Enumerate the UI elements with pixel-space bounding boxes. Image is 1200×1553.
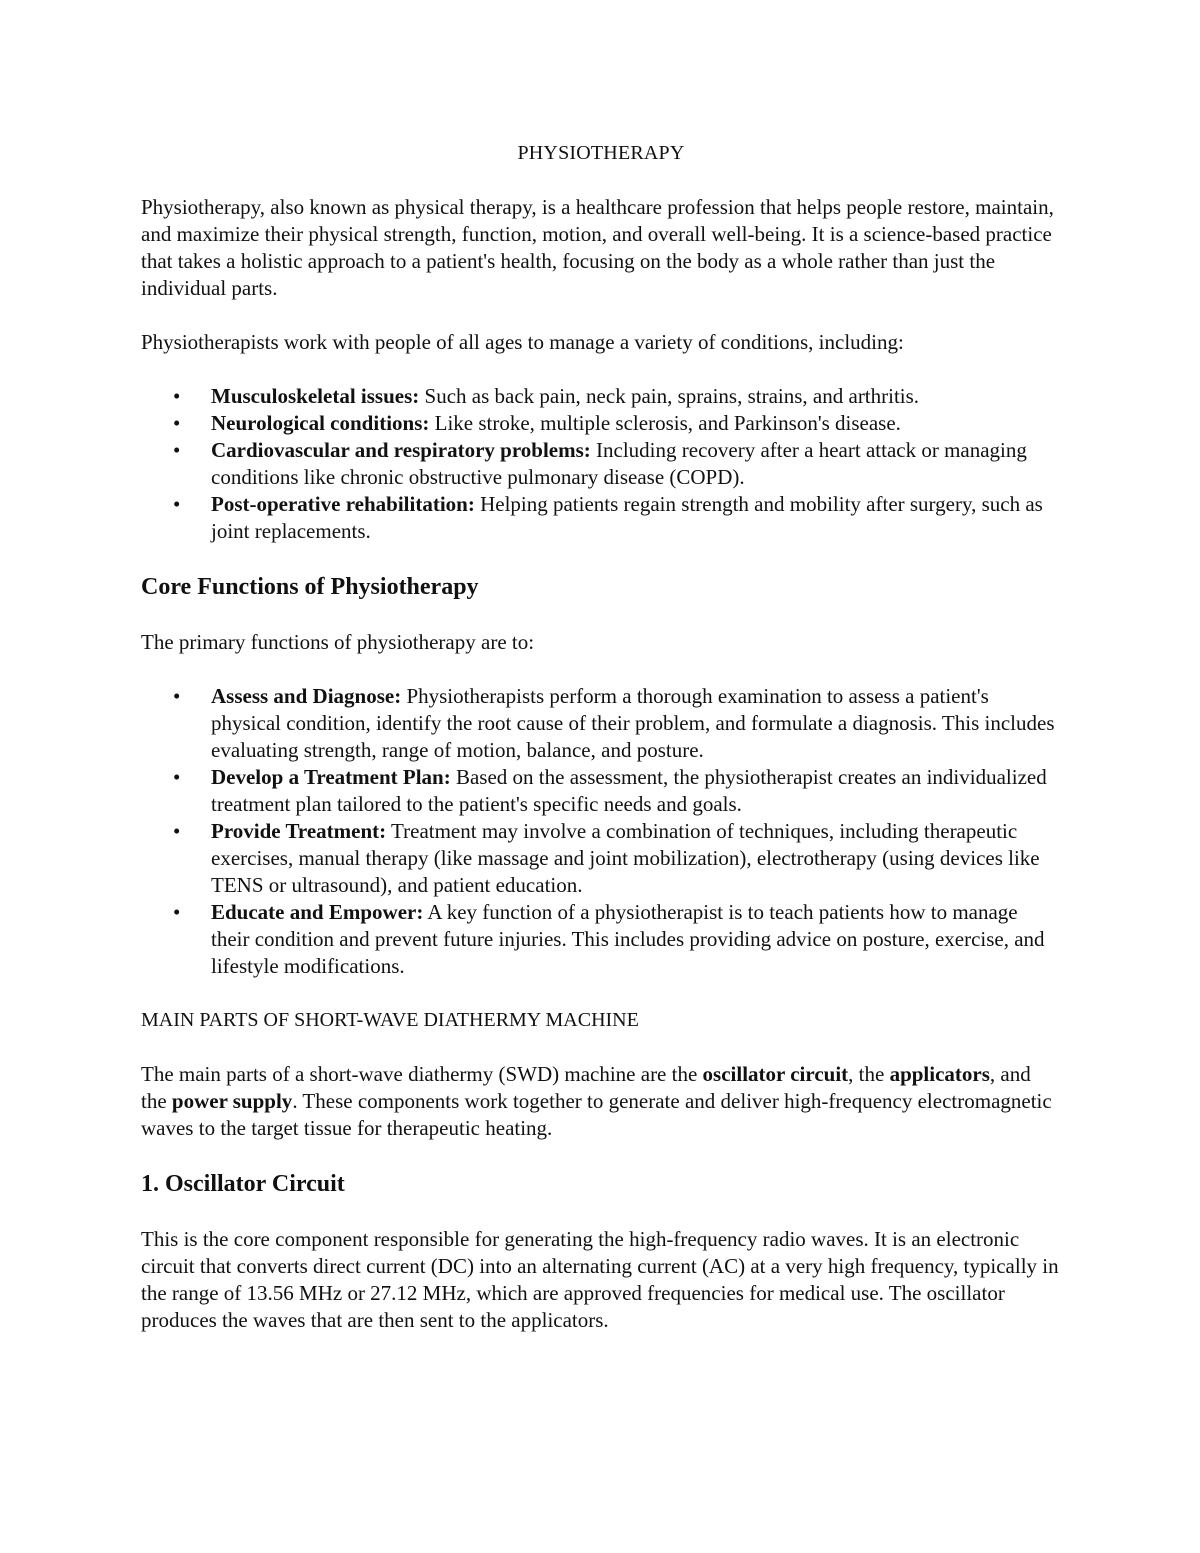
swd-text-2: , the	[848, 1062, 890, 1086]
document-title: PHYSIOTHERAPY	[517, 142, 685, 164]
list-item	[173, 491, 1061, 545]
list-item-text: Based on the assessment, the physiotherapist creates an individualized treatment plan tailored to the patient's specific needs and goals.	[211, 765, 1047, 816]
list-item-term: Neurological conditions:	[211, 411, 430, 435]
swd-text-4: . These components work together to generate and deliver high-frequency electromagnetic waves to the target tissue for therapeutic heating.	[141, 1089, 1052, 1140]
list-item-text: Helping patients regain strength and mobility after surgery, such as joint replacements.	[211, 492, 1043, 543]
bullet-icon: •	[173, 684, 181, 708]
list-item-text: Such as back pain, neck pain, sprains, strains, and arthritis.	[419, 384, 920, 408]
bullet-icon: •	[173, 765, 181, 789]
bullet-icon: •	[173, 819, 181, 843]
swd-paragraph	[141, 1061, 1061, 1142]
list-item-text: Treatment may involve a combination of techniques, including therapeutic exercises, manual therapy (like massage and joint mobilization), electrotherapy (using devices like TENS or ultrasound), and patient education.	[211, 819, 1040, 897]
list-item	[173, 764, 1061, 818]
document-page	[141, 140, 1061, 1361]
list-item	[173, 437, 1061, 491]
list-item-term: Provide Treatment:	[211, 819, 387, 843]
intro-paragraph: Physiotherapy, also known as physical therapy, is a healthcare profession that helps people restore, maintain, and maximize their physical strength, function, motion, and overall well-being. It is a science-based practice that takes a holistic approach to a patient's health, focusing on the body as a whole rather than just the individual parts.	[141, 195, 1054, 300]
list-item-term: Educate and Empower:	[211, 900, 424, 924]
list-item-text: A key function of a physiotherapist is to teach patients how to manage their condition and prevent future injuries. This includes providing advice on posture, exercise, and lifestyle modifications.	[211, 900, 1045, 978]
swd-text-1: The main parts of a short-wave diathermy (SWD) machine are the	[141, 1062, 703, 1086]
swd-bold-oscillator: oscillator circuit	[702, 1062, 849, 1086]
bullet-icon: •	[173, 438, 181, 462]
list-item-text: Like stroke, multiple sclerosis, and Parkinson's disease.	[429, 411, 901, 435]
conditions-intro: Physiotherapists work with people of all ages to manage a variety of conditions, including:	[141, 330, 904, 354]
list-item	[173, 410, 1061, 437]
swd-bold-power-supply: power supply	[171, 1089, 293, 1113]
list-item	[173, 683, 1061, 764]
list-item-text: Physiotherapists perform a thorough examination to assess a patient's physical condition, identify the root cause of their problem, and formulate a diagnosis. This includes evaluating strength, range of motion, balance, and posture.	[211, 684, 1055, 762]
list-item-term: Assess and Diagnose:	[211, 684, 402, 708]
list-item	[173, 818, 1061, 899]
list-item-term: Post-operative rehabilitation:	[211, 492, 475, 516]
bullet-icon: •	[173, 411, 181, 435]
conditions-list	[141, 383, 1061, 545]
core-functions-heading: Core Functions of Physiotherapy	[141, 574, 479, 600]
functions-list	[141, 683, 1061, 980]
bullet-icon: •	[173, 384, 181, 408]
bullet-icon: •	[173, 492, 181, 516]
oscillator-heading: 1. Oscillator Circuit	[141, 1171, 345, 1197]
swd-heading: MAIN PARTS OF SHORT-WAVE DIATHERMY MACHINE	[141, 1009, 639, 1031]
core-functions-intro: The primary functions of physiotherapy are to:	[141, 630, 535, 654]
oscillator-paragraph: This is the core component responsible for generating the high-frequency radio waves. It is an electronic circuit that converts direct current (DC) into an alternating current (AC) at a very high frequency, typically in the range of 13.56 MHz or 27.12 MHz, which are approved frequencies for medical use. The oscillator produces the waves that are then sent to the applicators.	[141, 1227, 1059, 1332]
list-item	[173, 899, 1061, 980]
list-item-term: Develop a Treatment Plan:	[211, 765, 451, 789]
list-item-term: Musculoskeletal issues:	[211, 384, 420, 408]
swd-bold-applicators: applicators	[889, 1062, 990, 1086]
list-item-text: Including recovery after a heart attack or managing conditions like chronic obstructive pulmonary disease (COPD).	[211, 438, 1027, 489]
list-item-term: Cardiovascular and respiratory problems:	[211, 438, 591, 462]
list-item	[173, 383, 1061, 410]
bullet-icon: •	[173, 900, 181, 924]
swd-text-3: , and the	[141, 1062, 1031, 1113]
